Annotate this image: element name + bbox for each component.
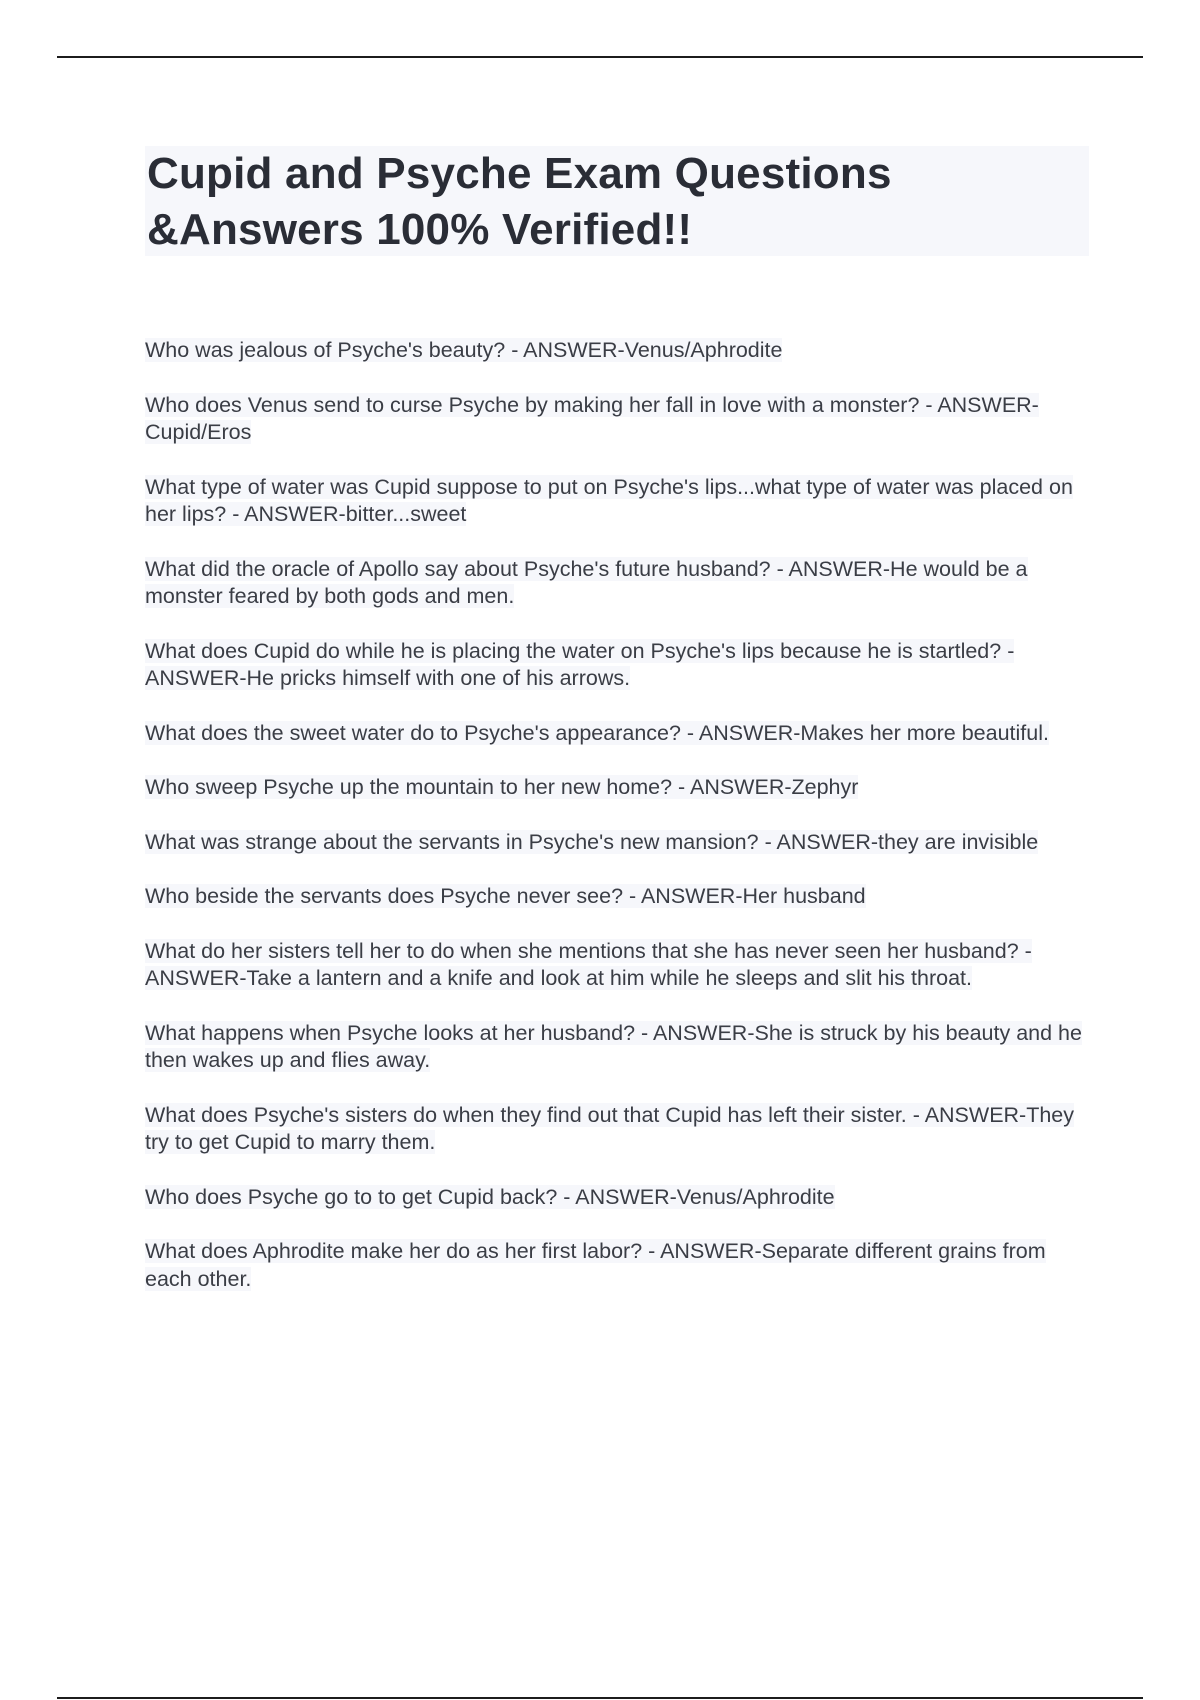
page-title: Cupid and Psyche Exam Questions &Answers 100% Verified!! <box>147 149 892 254</box>
qa-item-3: What type of water was Cupid suppose to put on Psyche's lips...what type of water was placed on her lips? - ANSWER-bitter...sweet <box>145 474 1073 526</box>
qa-list <box>145 337 1095 1320</box>
qa-item-2: Who does Venus send to curse Psyche by making her fall in love with a monster? - ANSWER-Cupid/Eros <box>145 392 1039 444</box>
qa-item-1: Who was jealous of Psyche's beauty? - ANSWER-Venus/Aphrodite <box>145 338 783 362</box>
qa-item-14: What does Aphrodite make her do as her first labor? - ANSWER-Separate different grains from each other. <box>145 1239 1046 1291</box>
top-divider <box>57 56 1143 58</box>
qa-item-4: What did the oracle of Apollo say about Psyche's future husband? - ANSWER-He would be a monster feared by both gods and men. <box>145 556 1028 608</box>
qa-item-12: What does Psyche's sisters do when they find out that Cupid has left their sister. - ANSWER-They try to get Cupid to marry them. <box>145 1102 1075 1154</box>
qa-item-10: What do her sisters tell her to do when she mentions that she has never seen her husband? - ANSWER-Take a lantern and a knife and look at him while he sleeps and slit his throat. <box>145 938 1032 990</box>
qa-item-5: What does Cupid do while he is placing the water on Psyche's lips because he is startled? - ANSWER-He pricks himself with one of his arrows. <box>145 638 1015 690</box>
qa-item-7: Who sweep Psyche up the mountain to her new home? - ANSWER-Zephyr <box>145 775 859 799</box>
qa-item-6: What does the sweet water do to Psyche's appearance? - ANSWER-Makes her more beautiful. <box>145 720 1049 745</box>
qa-item-9: Who beside the servants does Psyche never see? - ANSWER-Her husband <box>145 884 866 908</box>
bottom-divider <box>57 1697 1143 1699</box>
qa-item-13: Who does Psyche go to to get Cupid back? - ANSWER-Venus/Aphrodite <box>145 1184 835 1209</box>
qa-item-11: What happens when Psyche looks at her husband? - ANSWER-She is struck by his beauty and he then wakes up and flies away. <box>145 1020 1082 1072</box>
qa-item-8: What was strange about the servants in Psyche's new mansion? - ANSWER-they are invisible <box>145 829 1039 854</box>
title-block <box>145 146 1089 256</box>
